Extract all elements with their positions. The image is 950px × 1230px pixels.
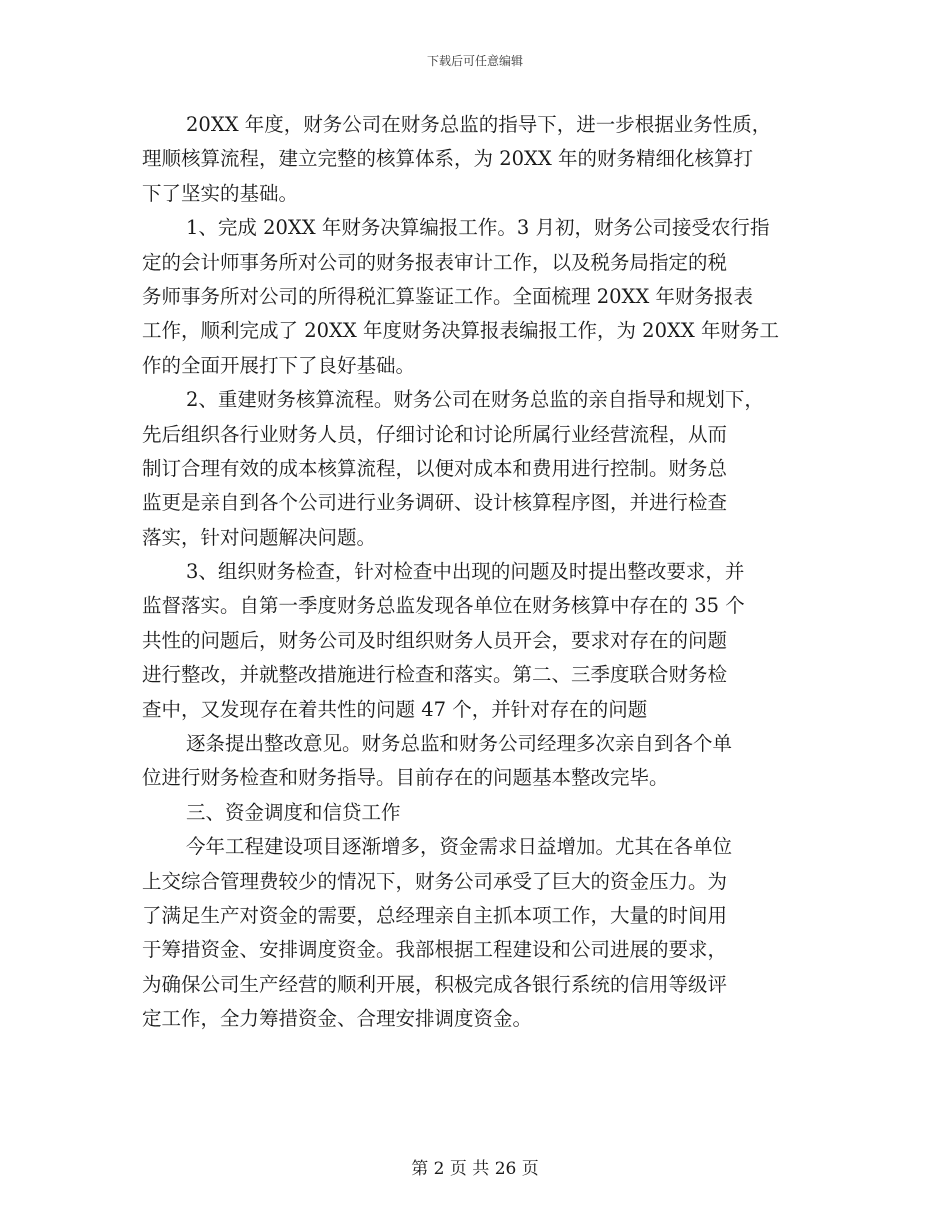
text-line: 务师事务所对公司的所得税汇算鉴证工作。全面梳理 20XX 年财务报表 — [142, 284, 753, 308]
text-line: 进行整改，并就整改措施进行检查和落实。第二、三季度联合财务检 — [142, 663, 728, 687]
text-line: 下了坚实的基础。 — [142, 181, 299, 205]
text-line: 制订合理有效的成本核算流程，以便对成本和费用进行控制。财务总 — [142, 456, 728, 480]
text-line: 监督落实。自第一季度财务总监发现各单位在财务核算中存在的 35 个 — [142, 594, 745, 618]
text-line: 三、资金调度和信贷工作 — [186, 800, 401, 824]
text-line: 工作，顺利完成了 20XX 年度财务决算报表编报工作，为 20XX 年财务工 — [142, 319, 779, 343]
text-line: 了满足生产对资金的需要，总经理亲自主抓本项工作，大量的时间用 — [142, 903, 728, 927]
text-line: 理顺核算流程，建立完整的核算体系，为 20XX 年的财务精细化核算打 — [142, 147, 753, 171]
text-line: 查中，又发现存在着共性的问题 47 个，并针对存在的问题 — [142, 697, 648, 721]
text-line: 3、组织财务检查，针对检查中出现的问题及时提出整改要求，并 — [186, 560, 745, 584]
text-line: 1、完成 20XX 年财务决算编报工作。3 月初，财务公司接受农行指 — [186, 216, 770, 240]
page-header: 下载后可任意编辑 — [426, 54, 523, 68]
text-line: 今年工程建设项目逐渐增多，资金需求日益增加。尤其在各单位 — [186, 835, 733, 859]
text-line: 为确保公司生产经营的顺利开展，积极完成各银行系统的信用等级评 — [142, 972, 728, 996]
text-line: 作的全面开展打下了良好基础。 — [142, 353, 416, 377]
text-line: 逐条提出整改意见。财务总监和财务公司经理多次亲自到各个单 — [186, 732, 733, 756]
page-footer: 第 2 页 共 26 页 — [411, 1159, 539, 1179]
text-line: 落实，针对问题解决问题。 — [142, 525, 377, 549]
text-line: 位进行财务检查和财务指导。目前存在的问题基本整改完毕。 — [142, 766, 669, 790]
text-line: 上交综合管理费较少的情况下，财务公司承受了巨大的资金压力。为 — [142, 869, 728, 893]
text-line: 共性的问题后，财务公司及时组织财务人员开会，要求对存在的问题 — [142, 628, 728, 652]
text-line: 先后组织各行业财务人员，仔细讨论和讨论所属行业经营流程，从而 — [142, 422, 728, 446]
text-line: 于筹措资金、安排调度资金。我部根据工程建设和公司进展的要求， — [142, 938, 728, 962]
text-line: 2、重建财务核算流程。财务公司在财务总监的亲自指导和规划下， — [186, 388, 764, 412]
text-line: 监更是亲自到各个公司进行业务调研、设计核算程序图，并进行检查 — [142, 491, 728, 515]
document-body — [142, 108, 822, 1037]
text-line: 定的会计师事务所对公司的财务报表审计工作，以及税务局指定的税 — [142, 250, 728, 274]
text-line: 定工作，全力筹措资金、合理安排调度资金。 — [142, 1007, 533, 1031]
text-line: 20XX 年度，财务公司在财务总监的指导下，进一步根据业务性质， — [186, 113, 772, 136]
